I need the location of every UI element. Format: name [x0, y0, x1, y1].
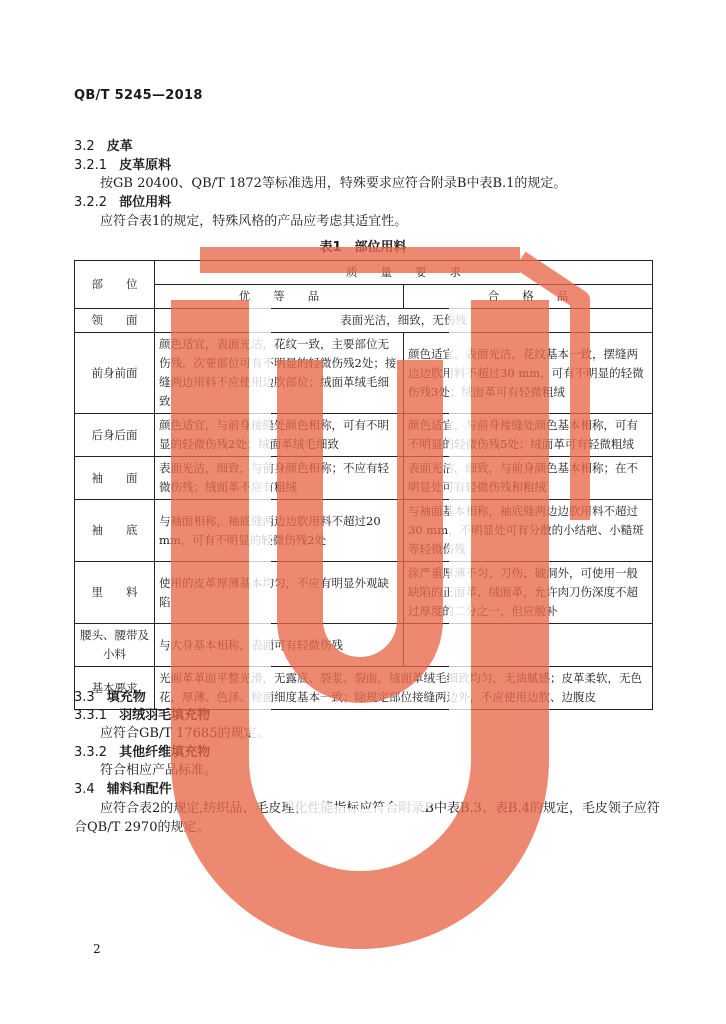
- table-caption: 表1 部位用料: [319, 240, 407, 255]
- section-3-2-heading: [74, 135, 133, 154]
- row-merged: 表面光洁，细致，无伤残: [155, 309, 653, 333]
- section-number: 3.2: [74, 139, 95, 154]
- row-part: 领 面: [75, 309, 155, 333]
- section-3-2-2-heading: [74, 191, 171, 210]
- row-part: 袖 底: [75, 500, 155, 562]
- section-3-3-2-text: 符合相应产品标准。: [100, 763, 218, 778]
- row-superior: 与大身基本相称，表面可有轻微伤残: [155, 624, 404, 667]
- section-3-4-text-line2: 合QB/T 2970的规定。: [74, 820, 210, 835]
- section-number: 3.3.2: [74, 745, 108, 760]
- section-number: 3.2.2: [74, 195, 108, 210]
- section-title: 羽绒羽毛填充物: [119, 708, 211, 723]
- table-row: [75, 333, 653, 414]
- section-title: 部位用料: [119, 195, 172, 210]
- section-title: 填充物: [106, 690, 146, 705]
- table-row: [75, 624, 653, 667]
- section-3-3-heading: [74, 686, 146, 705]
- row-part: 后身后面: [75, 414, 155, 457]
- row-qualified: [404, 624, 653, 667]
- row-superior: 颜色适宜，表面光洁，花纹一致，主要部位无伤残，次要部位可有不明显的轻微伤残2处；接缝两边用料不应使用边肷部位；绒面革绒毛细致: [155, 333, 404, 414]
- section-3-2-1-heading: [74, 154, 171, 173]
- section-3-3-2-heading: [74, 741, 210, 760]
- row-qualified: 涂严重厚薄不匀、刀伤、破洞外，可使用一般缺陷的正面革、绒面革，允许肉刀伤深度不超过厚度的二分之一，但应脱补: [404, 562, 653, 624]
- section-3-3-1-heading: [74, 704, 210, 723]
- section-number: 3.2.1: [74, 158, 108, 173]
- row-qualified: 颜色适宜，表面光洁，花纹基本一致，摆缝两边边肷用料不超过30 mm，可有不明显的轻微伤残3处；绒面革可有轻微粗绒: [404, 333, 653, 414]
- table-row: [75, 309, 653, 333]
- header-quality: 质 量 要 求: [155, 261, 653, 285]
- page-number: 2: [93, 942, 101, 956]
- section-title: 辅料和配件: [106, 782, 172, 797]
- row-part: 基本要求: [75, 667, 155, 710]
- section-title: 其他纤维填充物: [119, 745, 211, 760]
- row-superior: 使用的皮革厚薄基本均匀，不应有明显外观缺陷: [155, 562, 404, 624]
- section-3-4-text-line1: 应符合表2的规定,纺织品、毛皮理化性能指标应符合附录B中表B.3、表B.4的规定，毛皮领子应符: [100, 801, 660, 816]
- table-subheader-row: [75, 285, 653, 309]
- header-superior: 优 等 品: [155, 285, 404, 309]
- section-number: 3.3.1: [74, 708, 108, 723]
- section-title: 皮革: [106, 139, 133, 154]
- table-row: [75, 562, 653, 624]
- header-qualified: 合 格 品: [404, 285, 653, 309]
- parts-material-table: [74, 260, 653, 710]
- row-superior: 颜色适宜，与前身接缝处颜色相称，可有不明显的轻微伤残2处；绒面革绒毛细致: [155, 414, 404, 457]
- row-qualified: 与袖面基本相称，袖底缝两边边肷用料不超过30 mm，不明显处可有分散的小结疤、小糙斑等轻微伤残: [404, 500, 653, 562]
- section-3-2-2-text: 应符合表1的规定，特殊风格的产品应考虑其适宜性。: [100, 214, 408, 229]
- section-number: 3.4: [74, 782, 95, 797]
- row-superior: 与袖面相称，袖底缝两边边肷用料不超过20 mm，可有不明显的轻微伤残2处: [155, 500, 404, 562]
- row-part: 袖 面: [75, 457, 155, 500]
- row-part: 里 料: [75, 562, 155, 624]
- section-title: 皮革原料: [119, 158, 172, 173]
- row-merged: 光面革革面平整光滑，无露底、裂浆、裂面，绒面革绒毛细致均匀，无油腻感；皮革柔软，无色花，厚薄、色泽、粒面细度基本一致；除规定部位接缝两边外，不应使用边肷、边腹皮: [155, 667, 653, 710]
- standard-number: QB/T 5245—2018: [74, 88, 203, 103]
- table-row: [75, 414, 653, 457]
- row-superior: 表面光洁，细致，与前身颜色相称；不应有轻微伤残；绒面革不应有粗绒: [155, 457, 404, 500]
- section-3-4-heading: [74, 778, 172, 797]
- row-part: 腰头、腰带及小料: [75, 624, 155, 667]
- table-header-row: [75, 261, 653, 285]
- table-row: [75, 457, 653, 500]
- section-number: 3.3: [74, 690, 95, 705]
- section-3-3-1-text: 应符合GB/T 17685的规定。: [100, 726, 270, 741]
- row-qualified: 表面光洁，细致，与前身颜色基本相称；在不明显处可有轻微伤残和粗绒: [404, 457, 653, 500]
- section-3-2-1-text: 按GB 20400、QB/T 1872等标准选用，特殊要求应符合附录B中表B.1的规定。: [100, 176, 567, 191]
- row-part: 前身前面: [75, 333, 155, 414]
- header-part: 部 位: [75, 261, 155, 309]
- table-row: [75, 500, 653, 562]
- row-qualified: 颜色适宜，与前身接缝处颜色基本相称，可有不明显的轻微伤残5处；绒面革可有轻微粗绒: [404, 414, 653, 457]
